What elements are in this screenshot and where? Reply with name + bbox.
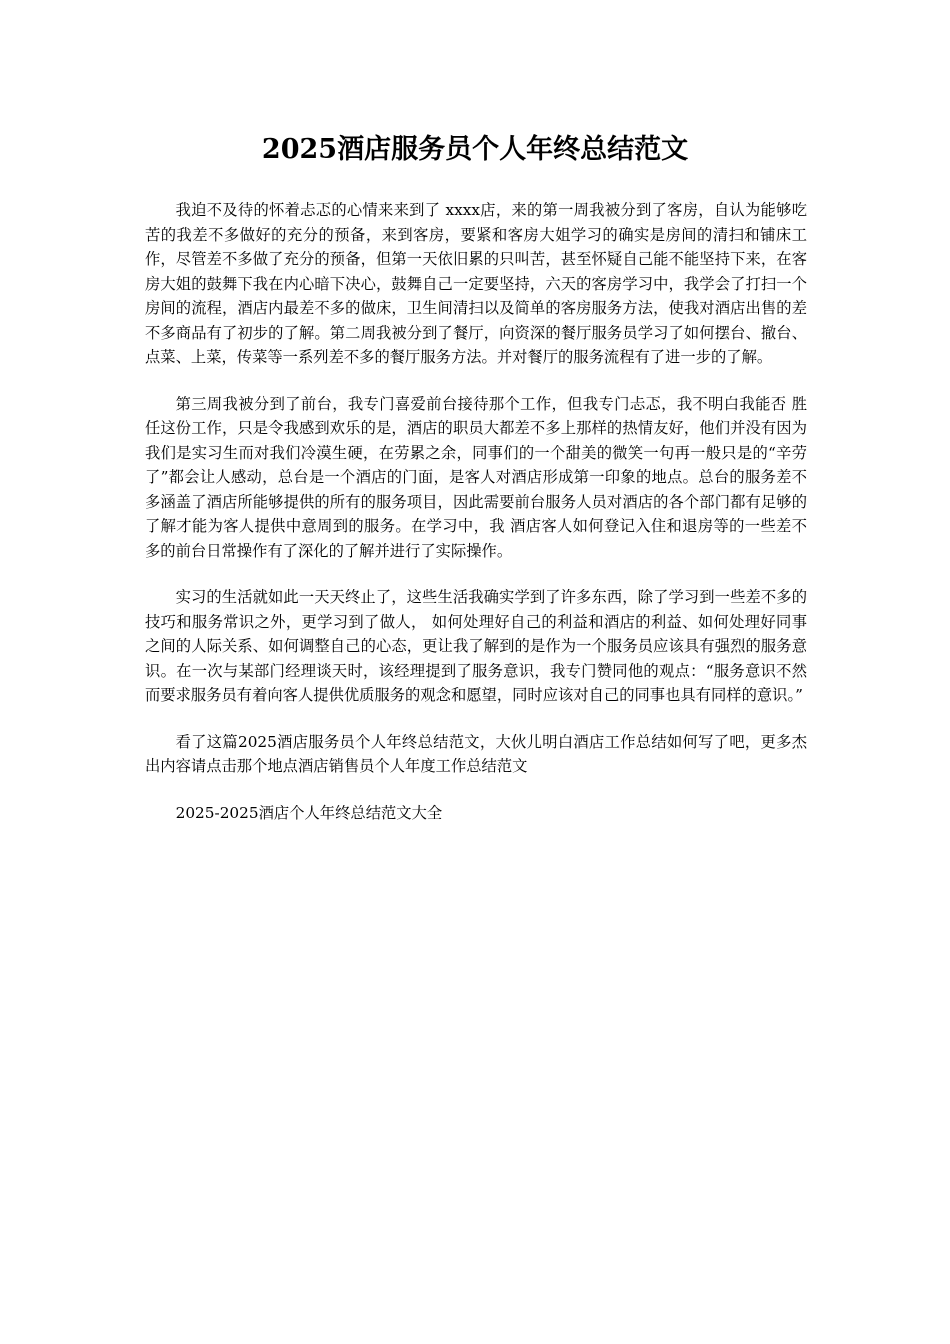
- paragraph-internship-summary: 实习的生活就如此一天天终止了，这些生活我确实学到了许多东西，除了学习到一些差不多的技巧和服务常识之外，更学习到了做人， 如何处理好自己的利益和酒店的利益、如何处理好同事之间的人际关系、如何调整自己的心态，更让我了解到的是作为一个服务员应该具有强烈的服务意识。在一次与某部门经理谈天时，该经理提到了服务意识，我专门赞同他的观点：“服务意识不然而要求服务员有着向客人提供优质服务的观念和愿望，同时应该对自己的同事也具有同样的意识。”: [145, 588, 807, 704]
- paragraph-intro-housekeeping: 我迫不及待的怀着忐忑的心情来来到了 xxxx店，来的第一周我被分到了客房，自认为能够吃苦的我差不多做好的充分的预备，来到客房，要紧和客房大姐学习的确实是房间的清扫和铺床工作，尽管差不多做了充分的预备，但第一天依旧累的只叫苦，甚至怀疑自己能不能坚持下来，在客房大姐的鼓舞下我在内心暗下决心，鼓舞自己一定要坚持，六天的客房学习中，我学会了打扫一个房间的流程，酒店内最差不多的做床，卫生间清扫以及简单的客房服务方法，使我对酒店出售的差不多商品有了初步的了解。第二周我被分到了餐厅，向资深的餐厅服务员学习了如何摆台、撤台、点菜、上菜，传菜等一系列差不多的餐厅服务方法。并对餐厅的服务流程有了进一步的了解。: [145, 201, 807, 366]
- paragraph-front-desk: 第三周我被分到了前台，我专门喜爱前台接待那个工作，但我专门忐忑，我不明白我能否 胜任这份工作，只是令我感到欢乐的是，酒店的职员大都差不多上那样的热情友好，他们并没有因为我们是实习生而对我们冷漠生硬，在劳累之余，同事们的一个甜美的微笑一句再一般只是的“辛劳了”都会让人感动，总台是一个酒店的门面，是客人对酒店形成第一印象的地点。总台的服务差不多涵盖了酒店所能够提供的所有的服务项目，因此需要前台服务人员对酒店的各个部门都有足够的了解才能为客人提供中意周到的服务。在学习中，我 酒店客人如何登记入住和退房等的一些差不多的前台日常操作有了深化的了解并进行了实际操作。: [145, 394, 807, 560]
- document-body: [145, 198, 807, 847]
- paragraph-closing-note: 看了这篇2025酒店服务员个人年终总结范文，大伙儿明白酒店工作总结如何写了吧，更多杰出内容请点击那个地点酒店销售员个人年度工作总结范文: [145, 732, 807, 775]
- document-title: 2025酒店服务员个人年终总结范文: [261, 134, 689, 165]
- paragraph-related-title: 2025-2025酒店个人年终总结范文大全: [175, 803, 443, 822]
